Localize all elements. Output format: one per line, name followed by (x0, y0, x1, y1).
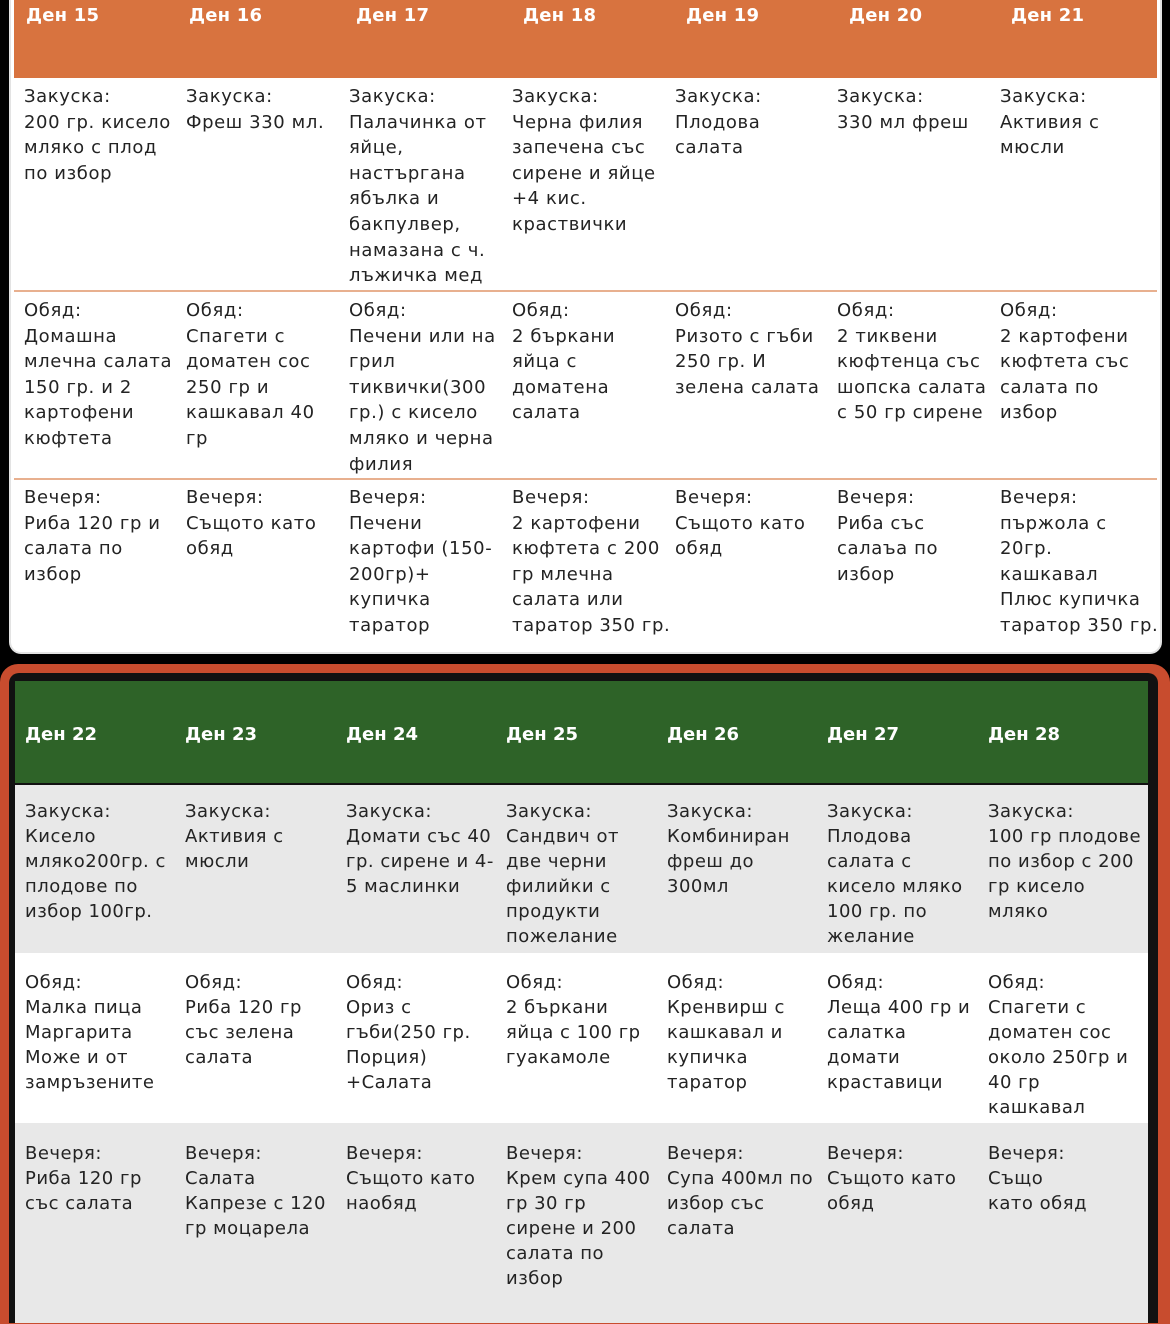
week3-lunch-cell: Обяд: Домашна млечна салата 150 гр. и 2 картофени кюфтета (24, 300, 173, 449)
week3-day-header: Ден 15 (26, 5, 100, 26)
week4-breakfast-cell: Закуска: Комбиниран фреш до 300мл (667, 801, 790, 897)
week4-lunch-cell: Обяд: 2 бъркани яйца с 100 гр гуакамоле (506, 972, 641, 1068)
week3-breakfast-cell: Закуска: Фреш 330 мл. (186, 86, 325, 133)
week3-lunch-cell: Обяд: 2 тиквени кюфтенца със шопска салата с 50 гр сирене (837, 300, 987, 424)
week3-day-header: Ден 18 (523, 5, 597, 26)
week4-lunch-cell: Обяд: Риба 120 гр със зелена салата (185, 972, 302, 1068)
week4-meal-table (15, 681, 1148, 1323)
week4-frame (0, 664, 1170, 1324)
week3-dinner-cell: Вечеря: Печени картофи (150- 200гр)+ купичка таратор (349, 487, 493, 636)
week3-lunch-cell: Обяд: Ризото с гъби 250 гр. И зелена салата (675, 300, 820, 398)
week4-day-header: Ден 25 (506, 724, 578, 745)
week3-header-row (14, 0, 1157, 78)
week4-day-header: Ден 23 (185, 724, 257, 745)
week3-day-header: Ден 19 (686, 5, 760, 26)
week4-lunch-cell: Обяд: Кренвирш с кашкавал и купичка таратор (667, 972, 785, 1093)
week4-dinner-cell: Вечеря: Същo като обяд (988, 1143, 1088, 1214)
week4-lunch-cell: Обяд: Спагети с доматен сос около 250гр и 40 гр кашкавал (988, 972, 1129, 1118)
week3-dinner-cell: Вечеря: 2 картофени кюфтета с 200 гр млечна салата или таратор 350 гр. (512, 487, 671, 636)
week4-lunch-cell: Обяд: Ориз с гъби(250 гр. Порция) +Салата (346, 972, 471, 1093)
week3-dinner-cell: Вечеря: Същото като обяд (675, 487, 806, 560)
week4-day-header: Ден 27 (827, 724, 899, 745)
week3-lunch-cell: Обяд: 2 бъркани яйца с доматена салата (512, 300, 616, 424)
week4-lunch-cell: Обяд: Малка пица Маргарита Може и от замръзените (25, 972, 155, 1093)
week3-breakfast-cell: Закуска: Черна филия запечена със сирене и яйце +4 кис. краствички (512, 86, 656, 235)
week3-day-header: Ден 16 (189, 5, 263, 26)
week3-breakfast-cell: Закуска: 200 гр. кисело мляко с плод по избор (24, 86, 171, 184)
week4-breakfast-cell: Закуска: Кисело мляко200гр. с плодове по избор 100гр. (25, 801, 166, 922)
week4-breakfast-cell: Закуска: Домати със 40 гр. сирене и 4- 5 маслинки (346, 801, 494, 897)
week4-dinner-cell: Вечеря: Същото като обяд (827, 1143, 957, 1214)
week4-breakfast-cell: Закуска: Плодова салата с кисело мляко 100 гр. по желание (827, 801, 963, 947)
week3-dinner-cell: Вечеря: Риба със салаъа по избор (837, 487, 939, 585)
week3-dinner-cell: Вечеря: пържола с 20гр. кашкавал Плюс купичка таратор 350 гр. (1000, 487, 1159, 636)
row-divider (14, 478, 1157, 480)
week4-dinner-cell: Вечеря: Крем супа 400 гр 30 гр сирене и 200 салата по избор (506, 1143, 651, 1289)
week3-meal-table (9, 0, 1162, 654)
week4-breakfast-cell: Закуска: Активия с мюсли (185, 801, 284, 872)
week4-inner-frame (9, 673, 1158, 1323)
week4-lunch-cell: Обяд: Леща 400 гр и салатка домати краставици (827, 972, 971, 1093)
week4-day-header: Ден 28 (988, 724, 1060, 745)
week3-dinner-cell: Вечеря: Същото като обяд (186, 487, 317, 560)
week3-breakfast-cell: Закуска: Плодова салата (675, 86, 762, 159)
week4-dinner-cell: Вечеря: Салата Капрезе с 120 гр моцарела (185, 1143, 326, 1239)
week3-breakfast-cell: Закуска: Палачинка от яйце, настъргана ябълка и бакпулвер, намазана с ч. лъжичка мед (349, 86, 487, 287)
week3-lunch-cell: Обяд: Спагети с доматен сос 250 гр и кашкавал 40 гр (186, 300, 315, 449)
week3-lunch-cell: Обяд: Печени или на грил тиквички(300 гр.) с кисело мляко и черна филия (349, 300, 496, 475)
week4-dinner-cell: Вечеря: Риба 120 гр със салата (25, 1143, 142, 1214)
week3-breakfast-cell: Закуска: Активия с мюсли (1000, 86, 1100, 159)
week4-day-header: Ден 22 (25, 724, 97, 745)
week3-dinner-cell: Вечеря: Риба 120 гр и салата по избор (24, 487, 161, 585)
week4-header-row (15, 681, 1148, 785)
week4-day-header: Ден 26 (667, 724, 739, 745)
week4-breakfast-cell: Закуска: Сандвич от две черни филийки с продукти пожелание (506, 801, 619, 947)
week4-day-header: Ден 24 (346, 724, 418, 745)
week3-breakfast-cell: Закуска: 330 мл фреш (837, 86, 969, 133)
week3-day-header: Ден 17 (356, 5, 430, 26)
week4-dinner-cell: Вечеря: Същото като наобяд (346, 1143, 476, 1214)
week4-breakfast-cell: Закуска: 100 гр плодове по избор с 200 гр кисело мляко (988, 801, 1142, 922)
week3-day-header: Ден 21 (1011, 5, 1085, 26)
week3-day-header: Ден 20 (849, 5, 923, 26)
row-divider (14, 290, 1157, 292)
week3-lunch-cell: Обяд: 2 картофени кюфтета със салата по избор (1000, 300, 1130, 424)
week4-dinner-cell: Вечеря: Супа 400мл по избор със салата (667, 1143, 814, 1239)
